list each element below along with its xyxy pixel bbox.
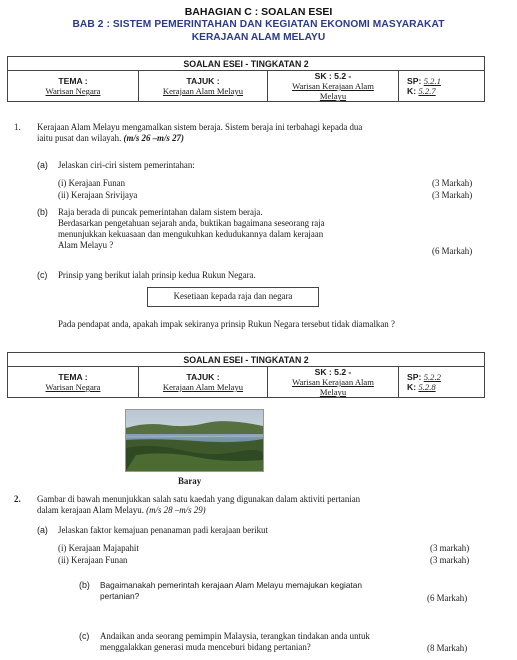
sp-label: SP:: [407, 372, 422, 382]
sk-label: SK : 5.2 -: [314, 71, 352, 81]
question-1b-line: Raja berada di puncak pemerintahan dalam sistem beraja.: [58, 207, 263, 217]
info-table-2: [7, 352, 485, 398]
marks: (3 Markah): [432, 190, 473, 200]
question-2c-line: menggalakkan generasi muda menceburi bidang pertanian?: [100, 642, 311, 652]
sk-cell: [268, 71, 399, 102]
question-2a-ii: (ii) Kerajaan Funan: [58, 555, 128, 565]
sk-value: Warisan Kerajaan Alam Melayu: [292, 377, 374, 397]
question-2c-line: Andaikan anda seorang pemimpin Malaysia, terangkan tindakan anda untuk: [100, 631, 370, 641]
sk-label: SK : 5.2 -: [314, 367, 352, 377]
question-2-stem: [37, 494, 360, 516]
question-1b-label: (b): [37, 207, 48, 217]
question-1b-line: Berdasarkan pengetahuan sejarah anda, buktikan bagaimana seseorang raja: [58, 218, 325, 228]
question-2b-line: Bagaimanakah pemerintah kerajaan Alam Melayu memajukan kegiatan: [100, 580, 362, 590]
question-1-stem-line: Kerajaan Alam Melayu mengamalkan sistem beraja. Sistem beraja ini terbahagi kepada dua: [37, 122, 363, 132]
sp-label: SP:: [407, 76, 422, 86]
question-2c-label: (c): [79, 631, 90, 641]
rukun-negara-principle-box: Kesetiaan kepada raja dan negara: [147, 287, 319, 307]
question-1-number: 1.: [14, 122, 21, 132]
info-table-1: [7, 56, 485, 102]
page-reference: (m/s 26 –m/s 27): [123, 133, 184, 143]
question-2c-text: [100, 631, 370, 653]
sk-cell: [268, 367, 399, 398]
question-1a-label: (a): [37, 160, 48, 170]
sk-value: Warisan Kerajaan Alam Melayu: [292, 81, 374, 101]
tajuk-value: Kerajaan Alam Melayu: [162, 86, 244, 96]
marks: (6 Markah): [432, 246, 473, 256]
question-1b-line: menunjukkan kekuasaan dan mengukuhkan kedudukannya dalam kerajaan: [58, 229, 324, 239]
tajuk-cell: [139, 367, 268, 398]
tajuk-cell: [139, 71, 268, 102]
question-1-stem-line: iaitu pusat dan wilayah.: [37, 133, 124, 143]
question-1c-question: Pada pendapat anda, apakah impak sekiranya prinsip Rukun Negara tersebut tidak diamalkan ?: [58, 319, 395, 329]
question-2a-i: (i) Kerajaan Majapahit: [58, 543, 139, 553]
question-1a-i: (i) Kerajaan Funan: [58, 178, 126, 188]
info-table-title: SOALAN ESEI - TINGKATAN 2: [8, 353, 485, 367]
question-2a-text: Jelaskan faktor kemajuan penanaman padi kerajaan berikut: [58, 525, 268, 535]
chapter-subheading: KERAJAAN ALAM MELAYU: [191, 32, 326, 43]
info-table-title: SOALAN ESEI - TINGKATAN 2: [8, 57, 485, 71]
marks: (3 Markah): [432, 178, 473, 188]
tema-value: Warisan Negara: [45, 86, 101, 96]
tema-label: TEMA :: [58, 372, 88, 382]
question-1c-label: (c): [37, 270, 48, 280]
k-label: K:: [407, 382, 417, 392]
question-2b-label: (b): [79, 580, 90, 590]
tema-cell: [8, 71, 139, 102]
marks: (3 markah): [430, 555, 470, 565]
k-value: 5.2.7: [418, 86, 436, 96]
page-reference: (m/s 28 –m/s 29): [146, 505, 206, 515]
k-label: K:: [407, 86, 417, 96]
marks: (8 Markah): [427, 643, 468, 653]
tema-value: Warisan Negara: [45, 382, 101, 392]
marks: (6 Markah): [427, 593, 468, 603]
question-1a-text: Jelaskan ciri-ciri sistem pemerintahan:: [58, 160, 195, 170]
figure-caption: Baray: [178, 476, 202, 486]
question-2-stem-line: Gambar di bawah menunjukkan salah satu kaedah yang digunakan dalam aktiviti pertanian: [37, 494, 361, 504]
baray-landscape-image: [126, 410, 263, 471]
k-value: 5.2.8: [418, 382, 436, 392]
sp-cell: [399, 71, 485, 102]
question-2-number: 2.: [14, 494, 21, 504]
tajuk-label: TAJUK :: [186, 372, 220, 382]
question-1c-text: Prinsip yang berikut ialah prinsip kedua Rukun Negara.: [58, 270, 256, 280]
sp-cell: [399, 367, 485, 398]
question-2b-line: pertanian?: [100, 591, 140, 601]
tajuk-label: TAJUK :: [186, 76, 220, 86]
question-1-stem: [37, 122, 362, 144]
baray-photo: [125, 409, 264, 472]
tajuk-value: Kerajaan Alam Melayu: [162, 382, 244, 392]
question-2a-label: (a): [37, 525, 48, 535]
tema-label: TEMA :: [58, 76, 88, 86]
sp-value: 5.2.2: [423, 372, 441, 382]
marks: (3 markah): [430, 543, 470, 553]
sp-value: 5.2.1: [423, 76, 441, 86]
section-heading: BAHAGIAN C : SOALAN ESEI: [184, 6, 333, 18]
chapter-heading: BAB 2 : SISTEM PEMERINTAHAN DAN KEGIATAN EKONOMI MASYARAKAT: [72, 19, 445, 30]
question-1a-ii: (ii) Kerajaan Srivijaya: [58, 190, 138, 200]
question-1b-line: Alam Melayu ?: [58, 240, 114, 250]
tema-cell: [8, 367, 139, 398]
question-2-stem-line: dalam kerajaan Alam Melayu.: [37, 505, 147, 515]
question-1b-text: [58, 207, 325, 251]
question-2b-text: [100, 580, 362, 602]
